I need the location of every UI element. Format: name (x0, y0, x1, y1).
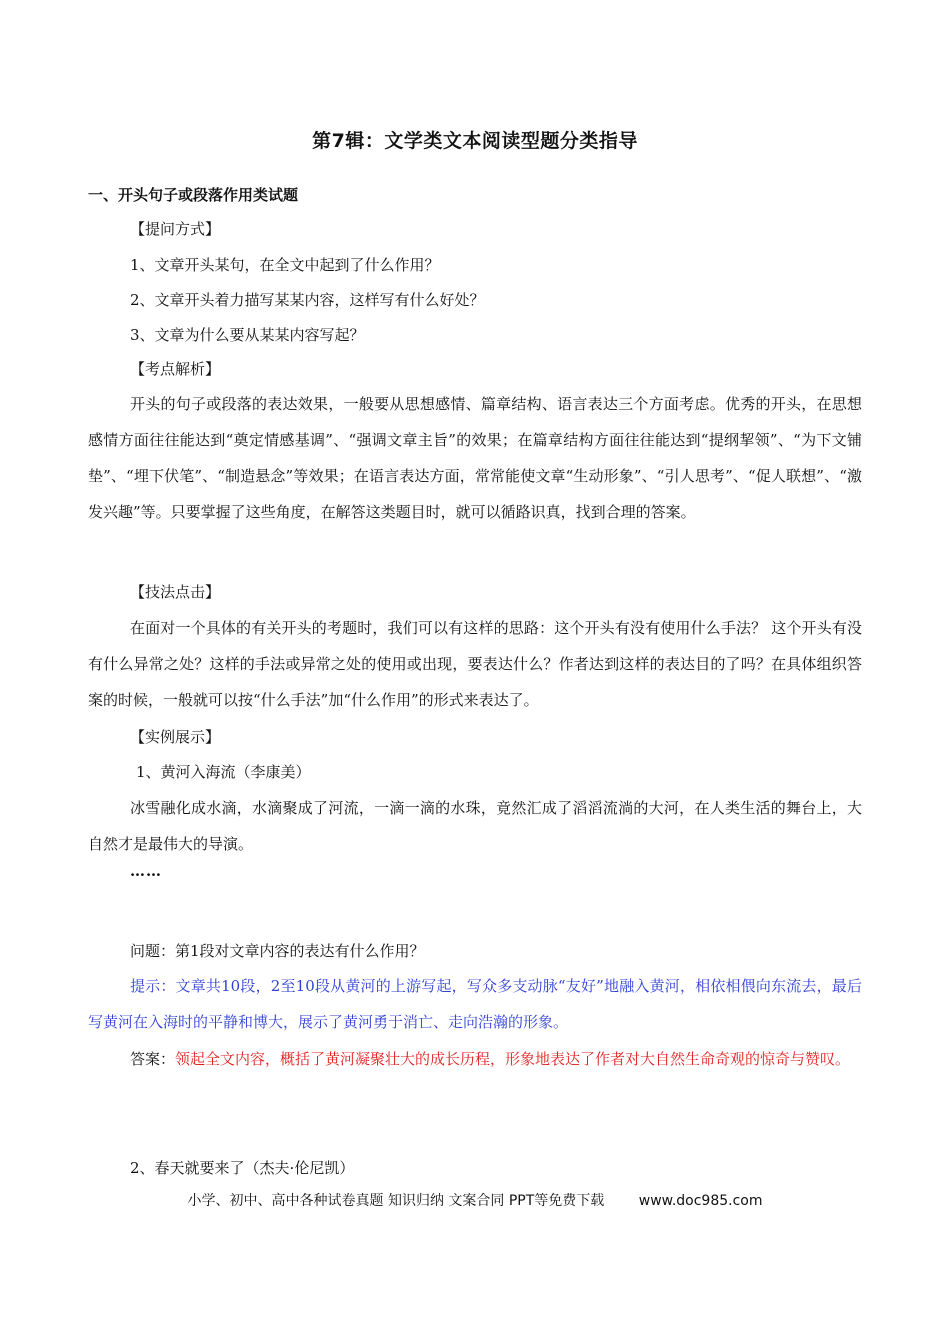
example2-title: 2、春天就要来了（杰夫·伦尼凯） (130, 1159, 355, 1177)
footer-link[interactable]: www.doc985.com (638, 1193, 763, 1209)
section-heading: 一、开头句子或段落作用类试题 (88, 186, 299, 204)
tips-paragraph: 在面对一个具体的有关开头的考题时，我们可以有这样的思路：这个开头有没有使用什么手法？ 这个开头有没有什么异常之处？这样的手法或异常之处的使用或出现，要表达什么？作者达到这样的表达目的了吗？在具体组织答案的时候，一般就可以按“什么手法”加“什么作用”的形式来表达了。 (88, 619, 862, 709)
answer-label: 答案： (130, 1050, 176, 1068)
ask-header: 【提问方式】 (130, 220, 221, 238)
footer-text: 小学、初中、高中各种试卷真题 知识归纳 文案合同 PPT等免费下载 (187, 1193, 605, 1209)
ask-item-1: 1、文章开头某句，在全文中起到了什么作用？ (130, 256, 440, 274)
analysis-header: 【考点解析】 (130, 360, 221, 378)
example-header: 【实例展示】 (130, 728, 221, 746)
ellipsis: …… (130, 862, 162, 880)
answer-paragraph (88, 1041, 862, 1077)
analysis-paragraph: 开头的句子或段落的表达效果，一般要从思想感情、篇章结构、语言表达三个方面考虑。优秀的开头，在思想感情方面往往能达到“奠定情感基调”、“强调文章主旨”的效果；在篇章结构方面往往能达到“提纲挈领”、“为下文铺垫”、“埋下伏笔”、“制造悬念”等效果；在语言表达方面，常常能使文章“生动形象”、“引人思考”、“促人联想”、“激发兴趣”等。只要掌握了这些角度，在解答这类题目时，就可以循路识真，找到合理的答案。 (88, 395, 862, 521)
hint-paragraph: 提示：文章共10段，2至10段从黄河的上游写起，写众多支动脉“友好”地融入黄河，相依相偎向东流去，最后写黄河在入海时的平静和博大，展示了黄河勇于消亡、走向浩瀚的形象。 (88, 977, 862, 1031)
example1-paragraph: 冰雪融化成水滴，水滴聚成了河流，一滴一滴的水珠，竟然汇成了滔滔流淌的大河，在人类生活的舞台上，大自然才是最伟大的导演。 (88, 799, 862, 853)
answer-text: 领起全文内容，概括了黄河凝聚壮大的成长历程，形象地表达了作者对大自然生命奇观的惊奇与赞叹。 (175, 1050, 851, 1068)
page-title: 第7辑：文学类文本阅读型题分类指导 (312, 130, 638, 152)
ask-item-3: 3、文章为什么要从某某内容写起？ (130, 326, 365, 344)
ask-item-2: 2、文章开头着力描写某某内容，这样写有什么好处？ (130, 291, 485, 309)
tips-header: 【技法点击】 (130, 583, 221, 601)
page-footer (0, 1190, 950, 1210)
question-line: 问题：第1段对文章内容的表达有什么作用？ (130, 942, 425, 960)
example1-title: 1、黄河入海流（李康美） (136, 763, 311, 781)
